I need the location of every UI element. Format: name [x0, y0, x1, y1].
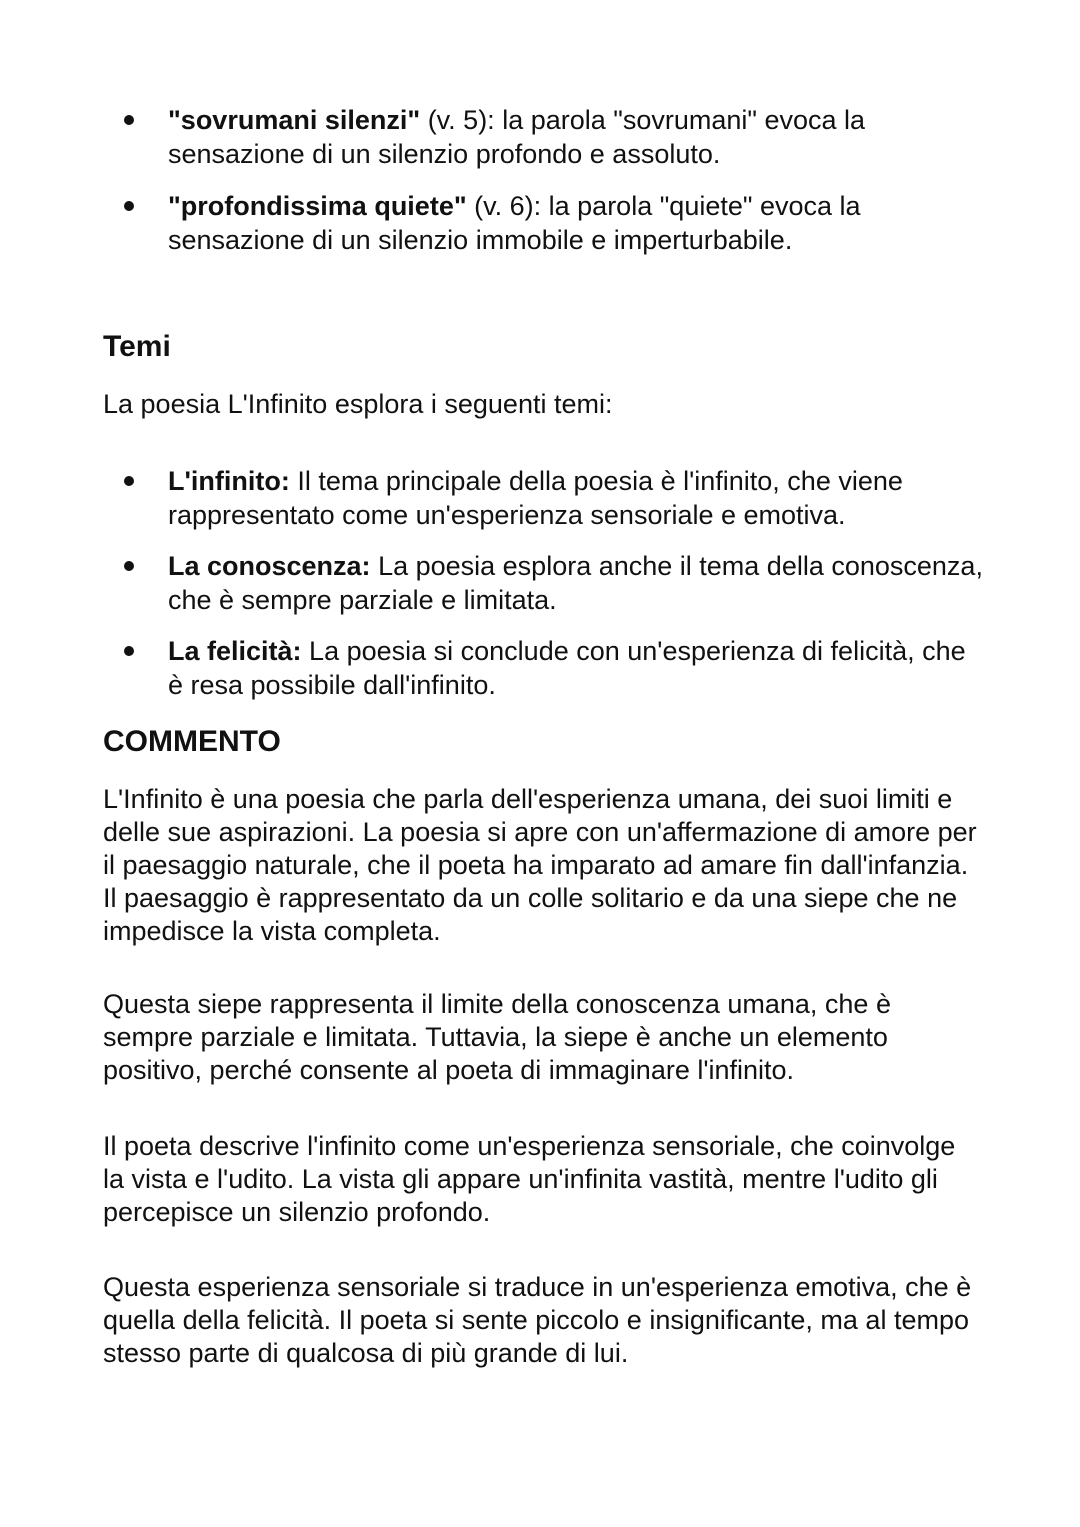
list-item [103, 464, 983, 532]
section-heading-commento: COMMENTO [103, 725, 281, 758]
commento-paragraph: Questa siepe rappresenta il limite della conoscenza umana, che è sempre parziale e limitata. Tuttavia, la siepe è anche un elemento positivo, perché consente al poeta di immaginare l'infinito. [103, 989, 891, 1085]
list-item-text: (v. 5): la parola "sovrumani" evoca la sensazione di un silenzio profondo e assoluto. [168, 105, 866, 169]
commento-paragraph: L'Infinito è una poesia che parla dell'esperienza umana, dei suoi limiti e delle sue aspirazioni. La poesia si apre con un'affermazione di amore per il paesaggio naturale, che il poeta ha imparato ad amare fin dall'infanzia. Il paesaggio è rappresentato da un colle solitario e da una siepe che ne impedisce la vista completa. [103, 784, 977, 946]
section-heading-temi: Temi [103, 330, 171, 363]
temi-intro: La poesia L'Infinito esplora i seguenti temi: [103, 389, 613, 419]
bullet-icon [124, 115, 134, 125]
commento-paragraph: Il poeta descrive l'infinito come un'esperienza sensoriale, che coinvolge la vista e l'udito. La vista gli appare un'infinita vastità, mentre l'udito gli percepisce un silenzio profondo. [103, 1131, 956, 1227]
list-item-text: Il tema principale della poesia è l'infinito, che viene rappresentato come un'esperienza sensoriale e emotiva. [168, 466, 903, 530]
bullet-icon [124, 646, 134, 656]
commento-paragraph: Questa esperienza sensoriale si traduce in un'esperienza emotiva, che è quella della felicità. Il poeta si sente piccolo e insignificante, ma al tempo stesso parte di qualcosa di più grande di lui. [103, 1272, 972, 1368]
bullet-icon [124, 476, 134, 486]
list-item-text: La poesia si conclude con un'esperienza di felicità, che è resa possibile dall'infinito. [168, 636, 966, 700]
bullet-icon [124, 561, 134, 571]
list-item-term: "profondissima quiete" [168, 191, 467, 221]
list-item-term: La felicità: [168, 636, 302, 666]
list-item-text: (v. 6): la parola "quiete" evoca la sensazione di un silenzio immobile e imperturbabile. [168, 191, 861, 255]
list-item [103, 549, 983, 617]
list-item-term: L'infinito: [168, 466, 290, 496]
list-item [103, 103, 983, 171]
list-item-text: La poesia esplora anche il tema della conoscenza, che è sempre parziale e limitata. [168, 551, 983, 615]
list-item [103, 189, 983, 257]
list-item-term: "sovrumani silenzi" [168, 105, 421, 135]
bullet-icon [124, 201, 134, 211]
list-item-term: La conoscenza: [168, 551, 371, 581]
list-item [103, 634, 983, 702]
